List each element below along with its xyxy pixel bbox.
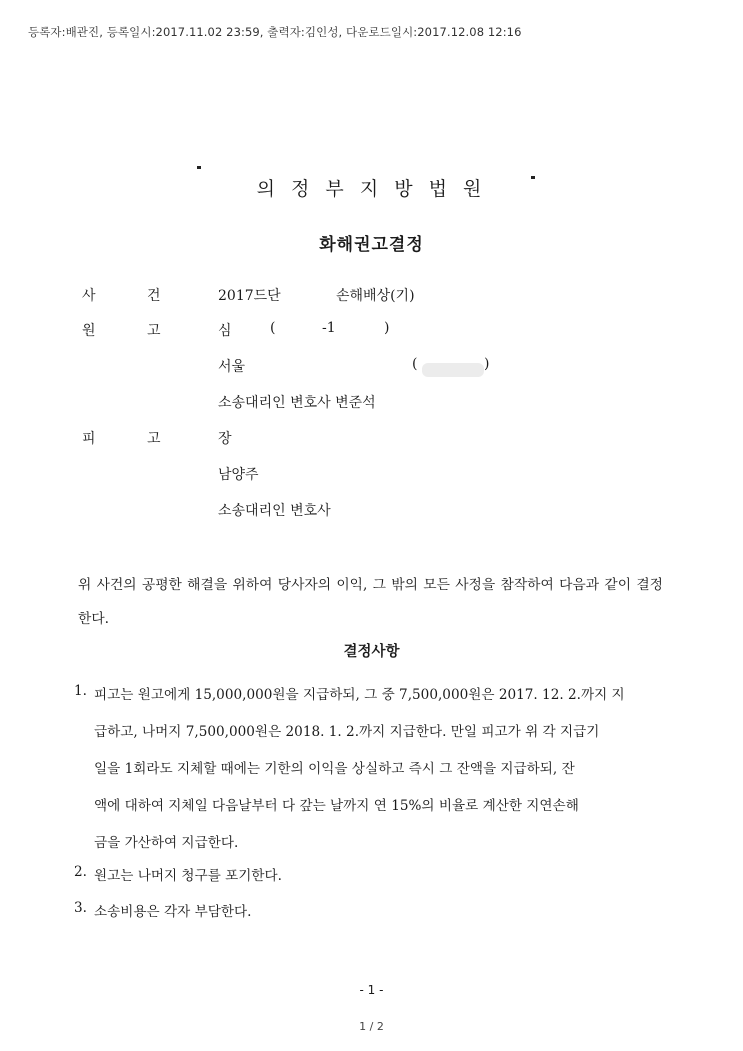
- plaintiff-id: -1: [322, 320, 336, 336]
- plaintiff-id-close-paren: ): [384, 320, 390, 336]
- case-number: 2017드단: [218, 288, 281, 304]
- plaintiff-name: 심: [218, 323, 232, 339]
- defendant-label-char-1: 피: [82, 431, 96, 447]
- item-2-number: 2.: [74, 864, 87, 880]
- plaintiff-address-close-paren: ): [484, 356, 490, 372]
- decision-heading: 결정사항: [343, 644, 400, 660]
- item-1-line-1: 피고는 원고에게 15,000,000원을 지급하되, 그 중 7,500,000원은 2017. 12. 2.까지 지: [94, 687, 625, 703]
- item-1-line-5: 금을 가산하여 지급한다.: [94, 835, 239, 851]
- court-name: 의 정 부 지 방 법 원: [256, 178, 487, 200]
- document-title: 화해권고결정: [319, 235, 424, 255]
- plaintiff-id-open-paren: (: [270, 320, 276, 336]
- plaintiff-counsel: 소송대리인 변호사 변준석: [218, 395, 376, 411]
- item-3-number: 3.: [74, 900, 87, 916]
- plaintiff-label-char-2: 고: [147, 323, 161, 339]
- redacted-postcode: [422, 359, 484, 378]
- plaintiff-address: 서울: [218, 359, 246, 375]
- document-metadata-header: 등록자:배관진, 등록일시:2017.11.02 23:59, 출력자:김인성, 다운로드일시:2017.12.08 12:16: [28, 25, 522, 39]
- plaintiff-label-char-1: 원: [82, 323, 96, 339]
- case-label-char-2: 건: [147, 288, 161, 304]
- defendant-counsel: 소송대리인 변호사: [218, 503, 331, 519]
- plaintiff-address-open-paren: (: [412, 356, 418, 372]
- defendant-address: 남양주: [218, 467, 259, 483]
- item-1-number: 1.: [74, 683, 87, 699]
- item-1-line-2: 급하고, 나머지 7,500,000원은 2018. 1. 2.까지 지급한다. 만일 피고가 위 각 지급기: [94, 724, 600, 740]
- page-count: 1 / 2: [359, 1020, 384, 1033]
- defendant-name: 장: [218, 431, 232, 447]
- item-3-text: 소송비용은 각자 부담한다.: [94, 904, 252, 920]
- page-number: - 1 -: [359, 983, 384, 997]
- item-1-line-3: 일을 1회라도 지체할 때에는 기한의 이익을 상실하고 즉시 그 잔액을 지급하되, 잔: [94, 761, 575, 777]
- item-1-line-4: 액에 대하여 지체일 다음날부터 다 갚는 날까지 연 15%의 비율로 계산한 지연손해: [94, 798, 579, 814]
- defendant-label-char-2: 고: [147, 431, 161, 447]
- item-2-text: 원고는 나머지 청구를 포기한다.: [94, 868, 282, 884]
- intro-paragraph: 위 사건의 공평한 해결을 위하여 당사자의 이익, 그 밖의 모든 사정을 참작하여 다음과 같이 결정한다.: [78, 577, 663, 627]
- case-label-char-1: 사: [82, 288, 96, 304]
- scan-speck: [197, 166, 201, 169]
- case-name: 손해배상(기): [336, 288, 415, 304]
